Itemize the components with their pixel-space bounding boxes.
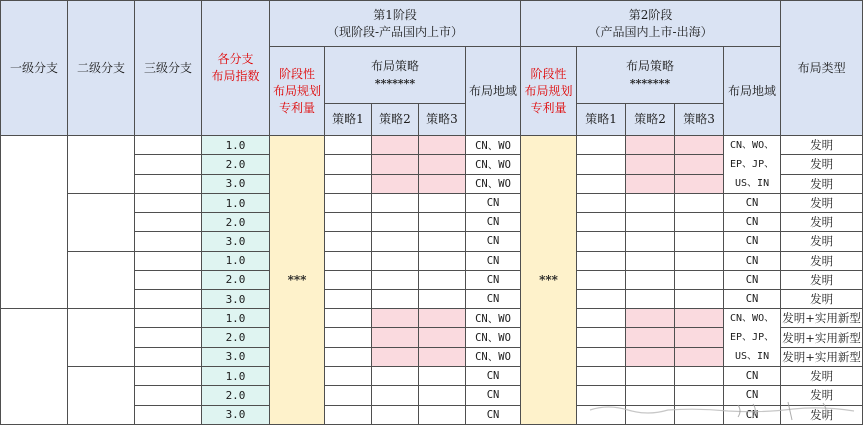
header-stage1-region: 布局地域 xyxy=(466,47,521,136)
stage1-strategy3-cell xyxy=(419,328,466,347)
stage1-strategy2-cell xyxy=(372,232,419,251)
stage2-strategy3-cell xyxy=(675,155,724,174)
strategy-label: 布局策略 xyxy=(370,59,419,73)
level1-cell xyxy=(1,309,68,425)
header-level1: 一级分支 xyxy=(1,1,68,136)
stage1-region-cell: CN xyxy=(466,251,521,270)
stage1-patent-count: *** xyxy=(270,136,325,425)
stage1-strategy3-cell xyxy=(419,213,466,232)
stage1-strategy3-cell xyxy=(419,270,466,289)
branch-index-cell: 2.0 xyxy=(202,213,270,232)
stage2-strategy1-cell xyxy=(577,386,626,405)
branch-index-cell: 2.0 xyxy=(202,386,270,405)
stage2-region-cell: CN xyxy=(724,213,781,232)
layout-type-cell: 发明 xyxy=(781,386,863,405)
stage1-strategy1-cell xyxy=(325,213,372,232)
stage2-strategy3-cell xyxy=(675,309,724,328)
stage2-patent-count: *** xyxy=(521,136,577,425)
table-row xyxy=(1,309,863,328)
header-s2-strategy1: 策略1 xyxy=(577,104,626,136)
stage1-strategy3-cell xyxy=(419,194,466,213)
header-branch-index: 各分支 布局指数 xyxy=(202,1,270,136)
branch-index-cell: 2.0 xyxy=(202,270,270,289)
layout-type-cell: 发明 xyxy=(781,289,863,308)
branch-index-cell: 1.0 xyxy=(202,251,270,270)
strategy-label: 布局策略 xyxy=(626,59,675,73)
header-s1-strategy1: 策略1 xyxy=(325,104,372,136)
level3-cell xyxy=(135,270,202,289)
level3-cell xyxy=(135,232,202,251)
stage1-region-cell: CN、WO xyxy=(466,155,521,174)
layout-type-cell: 发明+实用新型 xyxy=(781,328,863,347)
stage1-region-cell: CN、WO xyxy=(466,174,521,193)
stage1-strategy2-cell xyxy=(372,251,419,270)
stage1-strategy1-cell xyxy=(325,309,372,328)
stage1-strategy1-cell xyxy=(325,194,372,213)
stage1-strategy3-cell xyxy=(419,367,466,386)
layout-type-cell: 发明 xyxy=(781,232,863,251)
stage1-strategy2-cell xyxy=(372,270,419,289)
stage2-strategy2-cell xyxy=(626,174,675,193)
stage2-strategy1-cell xyxy=(577,251,626,270)
strategy-stars: ******* xyxy=(629,77,671,90)
stage1-strategy1-cell xyxy=(325,347,372,366)
header-stage1-patent-count: 阶段性 布局规划 专利量 xyxy=(270,47,325,136)
stage2-strategy1-cell xyxy=(577,328,626,347)
branch-index-cell: 3.0 xyxy=(202,405,270,424)
level2-cell xyxy=(68,367,135,425)
header-stage2: 第2阶段 （产品国内上市-出海） xyxy=(521,1,781,47)
level3-cell xyxy=(135,328,202,347)
header-stage2-patent-count: 阶段性 布局规划 专利量 xyxy=(521,47,577,136)
header-s1-strategy3: 策略3 xyxy=(419,104,466,136)
level3-cell xyxy=(135,367,202,386)
stage1-region-cell: CN、WO xyxy=(466,136,521,155)
stage2-strategy2-cell xyxy=(626,289,675,308)
branch-index-cell: 3.0 xyxy=(202,232,270,251)
layout-type-cell: 发明 xyxy=(781,155,863,174)
stage1-strategy2-cell xyxy=(372,405,419,424)
stage2-strategy2-cell xyxy=(626,136,675,155)
header-level3: 三级分支 xyxy=(135,1,202,136)
level3-cell xyxy=(135,347,202,366)
layout-type-cell: 发明+实用新型 xyxy=(781,347,863,366)
stage1-strategy3-cell xyxy=(419,386,466,405)
stage1-strategy2-cell xyxy=(372,194,419,213)
stage2-strategy3-cell xyxy=(675,194,724,213)
level3-cell xyxy=(135,309,202,328)
strategy-stars: ******* xyxy=(374,77,416,90)
level2-cell xyxy=(68,309,135,367)
stage1-region-cell: CN、WO xyxy=(466,328,521,347)
stage1-strategy3-cell xyxy=(419,405,466,424)
stage2-strategy3-cell xyxy=(675,347,724,366)
header-stage1: 第1阶段 （现阶段-产品国内上市） xyxy=(270,1,521,47)
branch-index-cell: 1.0 xyxy=(202,309,270,328)
stage2-strategy1-cell xyxy=(577,136,626,155)
stage1-strategy3-cell xyxy=(419,155,466,174)
stage2-strategy2-cell xyxy=(626,386,675,405)
stage2-region-cell: CN xyxy=(724,386,781,405)
stage2-region-cell: CN xyxy=(724,232,781,251)
stage1-region-cell: CN xyxy=(466,270,521,289)
header-stage1-strategy xyxy=(325,47,466,104)
stage1-strategy2-cell xyxy=(372,155,419,174)
stage2-strategy3-cell xyxy=(675,367,724,386)
stage1-strategy3-cell xyxy=(419,174,466,193)
stage2-strategy3-cell xyxy=(675,136,724,155)
stage1-strategy1-cell xyxy=(325,386,372,405)
layout-type-cell: 发明 xyxy=(781,367,863,386)
stage1-strategy1-cell xyxy=(325,251,372,270)
stage2-region-cell: CN xyxy=(724,194,781,213)
stage2-strategy3-cell xyxy=(675,386,724,405)
stage2-strategy3-cell xyxy=(675,270,724,289)
stage1-strategy1-cell xyxy=(325,405,372,424)
stage2-strategy1-cell xyxy=(577,194,626,213)
stage2-strategy2-cell xyxy=(626,347,675,366)
stage2-strategy1-cell xyxy=(577,232,626,251)
stage1-strategy2-cell xyxy=(372,328,419,347)
level3-cell xyxy=(135,405,202,424)
layout-type-cell: 发明 xyxy=(781,405,863,424)
stage1-region-cell: CN、WO xyxy=(466,347,521,366)
stage1-strategy3-cell xyxy=(419,347,466,366)
stage1-strategy2-cell xyxy=(372,367,419,386)
level1-cell xyxy=(1,136,68,309)
stage2-region-group: CN、WO、 EP、JP、 US、IN xyxy=(724,136,781,194)
stage1-strategy1-cell xyxy=(325,289,372,308)
stage1-strategy1-cell xyxy=(325,367,372,386)
branch-index-cell: 1.0 xyxy=(202,136,270,155)
stage2-strategy3-cell xyxy=(675,328,724,347)
branch-index-cell: 3.0 xyxy=(202,289,270,308)
stage2-strategy3-cell xyxy=(675,251,724,270)
stage1-region-cell: CN xyxy=(466,386,521,405)
table-row xyxy=(1,136,863,155)
stage2-strategy1-cell xyxy=(577,347,626,366)
stage2-strategy2-cell xyxy=(626,251,675,270)
branch-index-cell: 2.0 xyxy=(202,328,270,347)
stage1-strategy3-cell xyxy=(419,136,466,155)
stage2-strategy3-cell xyxy=(675,213,724,232)
stage1-strategy1-cell xyxy=(325,270,372,289)
stage2-region-group: CN、WO、 EP、JP、 US、IN xyxy=(724,309,781,367)
stage1-strategy2-cell xyxy=(372,309,419,328)
header-s2-strategy3: 策略3 xyxy=(675,104,724,136)
stage2-strategy2-cell xyxy=(626,405,675,424)
header-layout-type: 布局类型 xyxy=(781,1,863,136)
stage1-strategy2-cell xyxy=(372,386,419,405)
stage1-strategy3-cell xyxy=(419,232,466,251)
stage2-strategy2-cell xyxy=(626,155,675,174)
table-row xyxy=(1,194,863,213)
stage2-strategy2-cell xyxy=(626,309,675,328)
level2-cell xyxy=(68,136,135,194)
stage1-region-cell: CN xyxy=(466,367,521,386)
stage1-strategy2-cell xyxy=(372,174,419,193)
header-level2: 二级分支 xyxy=(68,1,135,136)
stage1-region-cell: CN xyxy=(466,289,521,308)
layout-type-cell: 发明 xyxy=(781,251,863,270)
stage2-strategy1-cell xyxy=(577,405,626,424)
header-s1-strategy2: 策略2 xyxy=(372,104,419,136)
level3-cell xyxy=(135,155,202,174)
stage1-strategy1-cell xyxy=(325,328,372,347)
header-s2-strategy2: 策略2 xyxy=(626,104,675,136)
level2-cell xyxy=(68,194,135,252)
stage2-strategy1-cell xyxy=(577,367,626,386)
stage2-strategy3-cell xyxy=(675,232,724,251)
level3-cell xyxy=(135,213,202,232)
table-row xyxy=(1,251,863,270)
branch-index-cell: 1.0 xyxy=(202,194,270,213)
stage2-region-cell: CN xyxy=(724,405,781,424)
stage2-region-cell: CN xyxy=(724,270,781,289)
stage1-strategy1-cell xyxy=(325,136,372,155)
layout-type-cell: 发明 xyxy=(781,213,863,232)
level3-cell xyxy=(135,174,202,193)
stage2-strategy2-cell xyxy=(626,328,675,347)
stage1-strategy2-cell xyxy=(372,289,419,308)
branch-index-cell: 3.0 xyxy=(202,174,270,193)
branch-index-cell: 3.0 xyxy=(202,347,270,366)
level3-cell xyxy=(135,136,202,155)
level3-cell xyxy=(135,251,202,270)
stage2-strategy2-cell xyxy=(626,367,675,386)
level3-cell xyxy=(135,289,202,308)
stage1-strategy1-cell xyxy=(325,155,372,174)
stage1-strategy1-cell xyxy=(325,174,372,193)
level2-cell xyxy=(68,251,135,309)
stage1-region-cell: CN xyxy=(466,213,521,232)
stage1-strategy2-cell xyxy=(372,347,419,366)
stage1-region-cell: CN xyxy=(466,232,521,251)
layout-type-cell: 发明 xyxy=(781,194,863,213)
stage1-strategy1-cell xyxy=(325,232,372,251)
stage2-region-cell: CN xyxy=(724,367,781,386)
stage2-region-cell: CN xyxy=(724,289,781,308)
stage1-region-cell: CN xyxy=(466,405,521,424)
branch-index-cell: 2.0 xyxy=(202,155,270,174)
layout-type-cell: 发明+实用新型 xyxy=(781,309,863,328)
stage2-strategy2-cell xyxy=(626,270,675,289)
stage1-strategy3-cell xyxy=(419,309,466,328)
stage1-region-cell: CN xyxy=(466,194,521,213)
table-row xyxy=(1,367,863,386)
stage2-region-cell: CN xyxy=(724,251,781,270)
level3-cell xyxy=(135,386,202,405)
stage1-region-cell: CN、WO xyxy=(466,309,521,328)
stage1-strategy3-cell xyxy=(419,251,466,270)
stage2-strategy1-cell xyxy=(577,213,626,232)
stage2-strategy2-cell xyxy=(626,194,675,213)
layout-type-cell: 发明 xyxy=(781,270,863,289)
stage2-strategy3-cell xyxy=(675,174,724,193)
header-stage2-region: 布局地域 xyxy=(724,47,781,136)
layout-type-cell: 发明 xyxy=(781,136,863,155)
stage2-strategy2-cell xyxy=(626,213,675,232)
header-stage2-strategy xyxy=(577,47,724,104)
stage2-strategy3-cell xyxy=(675,405,724,424)
stage2-strategy1-cell xyxy=(577,270,626,289)
stage2-strategy1-cell xyxy=(577,289,626,308)
stage1-strategy2-cell xyxy=(372,136,419,155)
stage2-strategy1-cell xyxy=(577,309,626,328)
stage2-strategy1-cell xyxy=(577,174,626,193)
branch-index-cell: 1.0 xyxy=(202,367,270,386)
stage1-strategy3-cell xyxy=(419,289,466,308)
level3-cell xyxy=(135,194,202,213)
stage2-strategy2-cell xyxy=(626,232,675,251)
layout-type-cell: 发明 xyxy=(781,174,863,193)
stage2-strategy1-cell xyxy=(577,155,626,174)
stage2-strategy3-cell xyxy=(675,289,724,308)
stage1-strategy2-cell xyxy=(372,213,419,232)
